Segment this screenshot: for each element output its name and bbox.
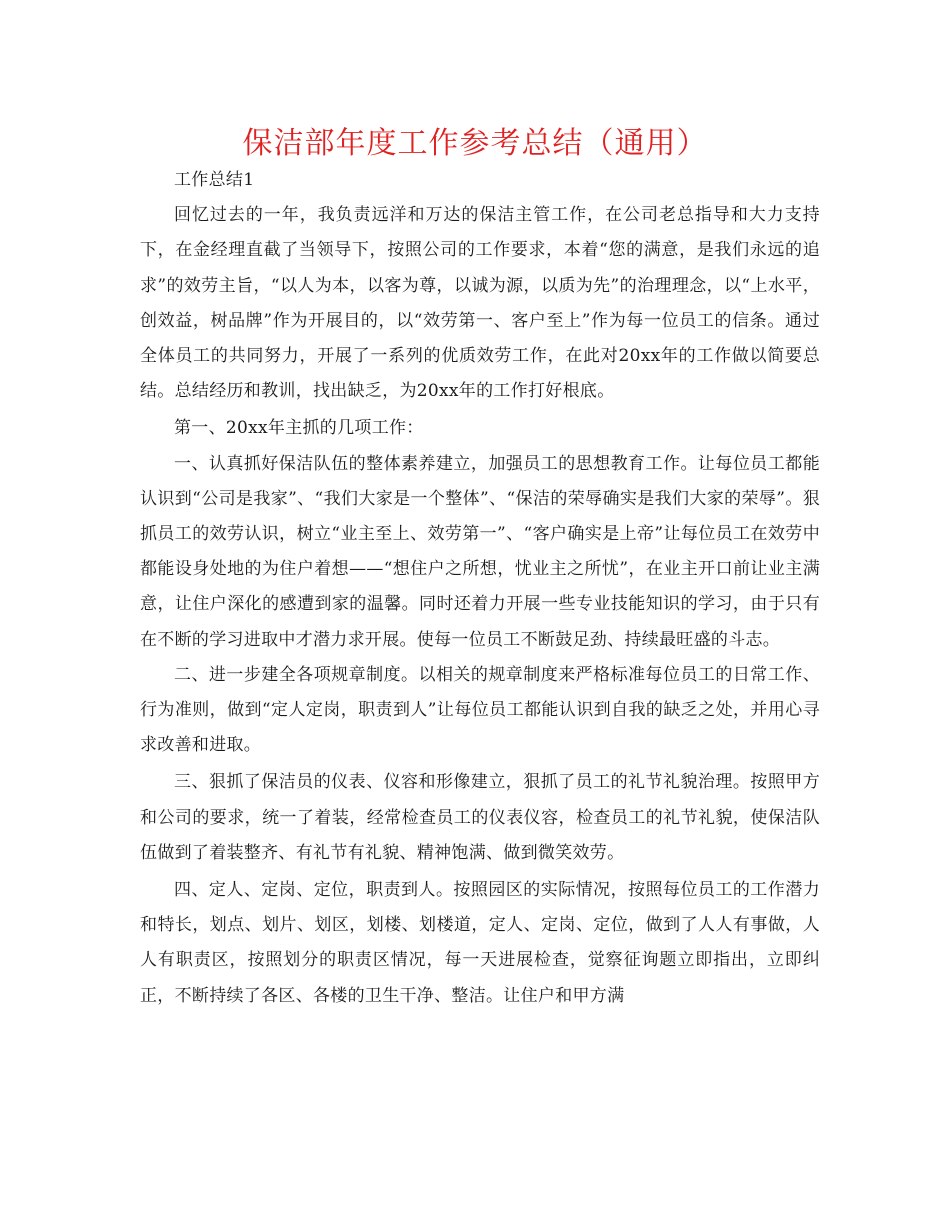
document-title: 保洁部年度工作参考总结（通用） — [242, 126, 708, 161]
paragraph-intro: 回忆过去的一年，我负责远洋和万达的保洁主管工作，在公司老总指导和大力支持下，在金经理直截了当领导下，按照公司的工作要求，本着“您的满意，是我们永远的追求”的效劳主旨，“以人为本，以客为尊，以诚为源，以质为先”的治理理念，以“上水平，创效益，树品牌”作为开展目的，以“效劳第一、客户至上”作为每一位员工的信条。通过全体员工的共同努力，开展了一系列的优质效劳工作，在此对20xx年的工作做以简要总结。总结经历和教训，找出缺乏，为20xx年的工作打好根底。 — [140, 205, 820, 402]
section-heading: 第一、20xx年主抓的几项工作： — [174, 418, 424, 439]
paragraph-item-4: 四、定人、定岗、定位，职责到人。按照园区的实际情况，按照每位员工的工作潜力和特长，划点、划片、划区，划楼、划楼道，定人、定岗、定位，做到了人人有事做，人人有职责区，按照划分的职责区情况，每一天进展检查，觉察征询题立即指出，立即纠正，不断持续了各区、各楼的卫生干净、整洁。让住户和甲方满 — [140, 880, 820, 1006]
document-body — [140, 163, 820, 1014]
paragraph-item-2: 二、进一步建全各项规章制度。以相关的规章制度来严格标准每位员工的日常工作、行为准则，做到“定人定岗，职责到人”让每位员工都能认识到自我的缺乏之处，并用心寻求改善和进取。 — [140, 664, 820, 756]
paragraph-item-3: 三、狠抓了保洁员的仪表、仪容和形像建立，狠抓了员工的礼节礼貌治理。按照甲方和公司的要求，统一了着装，经常检查员工的仪表仪容，检查员工的礼节礼貌，使保洁队伍做到了着装整齐、有礼节有礼貌、精神饱满、做到微笑效劳。 — [140, 772, 820, 863]
paragraph-item-1: 一、认真抓好保洁队伍的整体素养建立，加强员工的思想教育工作。让每位员工都能认识到“公司是我家”、“我们大家是一个整体”、“保洁的荣辱确实是我们大家的荣辱”。狠抓员工的效劳认识，树立“业主至上、效劳第一”、“客户确实是上帝”让每位员工在效劳中都能设身处地的为住户着想——“想住户之所想，忧业主之所忧”，在业主开口前让业主满意，让住户深化的感遭到家的温馨。同时还着力开展一些专业技能知识的学习，由于只有在不断的学习进取中才潜力求开展。使每一位员工不断鼓足劲、持续最旺盛的斗志。 — [140, 453, 820, 650]
section-heading: 工作总结1 — [174, 170, 255, 190]
